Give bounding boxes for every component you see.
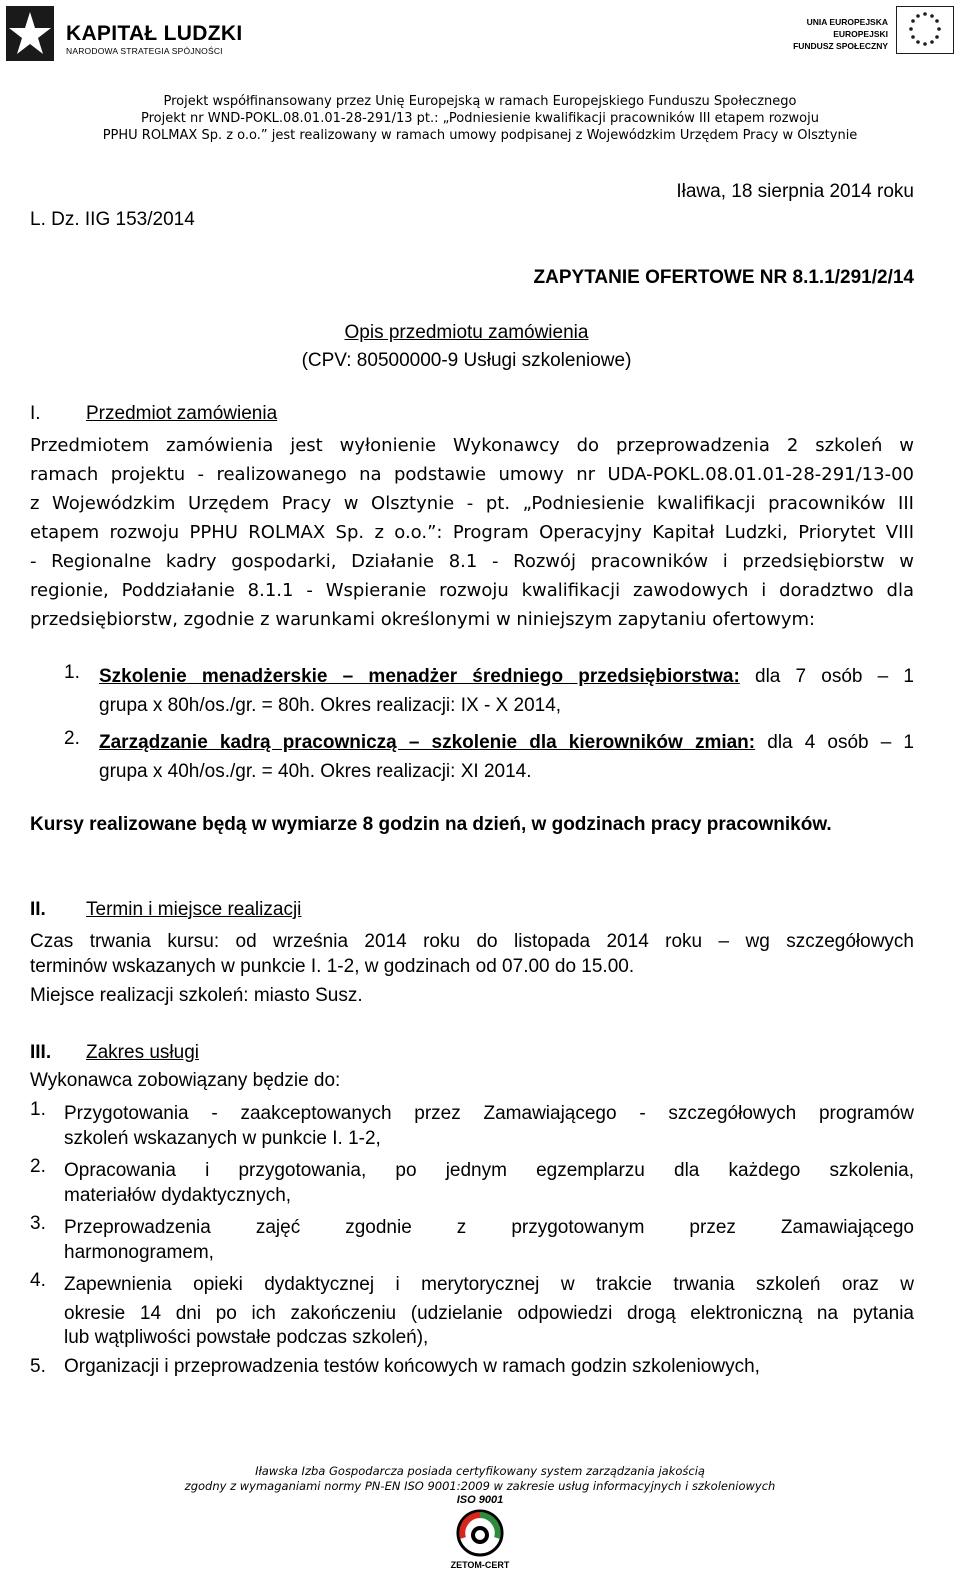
footer-line-1: Iławska Izba Gospodarcza posiada certyfikowany system zarządzania jakością bbox=[255, 1464, 705, 1478]
section-2-heading: Termin i miejsce realizacji bbox=[86, 899, 302, 920]
document-reference: L. Dz. IIG 153/2014 bbox=[30, 209, 195, 230]
section-2-line-2: terminów wskazanych w punkcie I. 1-2, w godzinach od 07.00 do 15.00. bbox=[30, 956, 635, 977]
header-line-1: Projekt współfinansowany przez Unię Europejską w ramach Europejskiego Funduszu Społecznego bbox=[163, 94, 797, 109]
subject-title: Opis przedmiotu zamówienia bbox=[344, 322, 589, 343]
place-date: Iława, 18 sierpnia 2014 roku bbox=[676, 181, 914, 202]
eu-logo-line2: EUROPEJSKI bbox=[833, 29, 888, 39]
scope-item-5-number: 5. bbox=[30, 1356, 46, 1377]
item-2-line-1 bbox=[99, 728, 914, 757]
kapital-ludzki-logo bbox=[6, 6, 256, 61]
cert-body-label: ZETOM-CERT bbox=[450, 1560, 510, 1570]
eu-flag-icon bbox=[896, 6, 954, 54]
logo-left-subtitle: NARODOWA STRATEGIA SPÓJNOŚCI bbox=[66, 46, 223, 56]
section-3-heading: Zakres usługi bbox=[86, 1042, 199, 1063]
scope-item-2-number: 2. bbox=[30, 1156, 46, 1177]
eu-logo-line1: UNIA EUROPEJSKA bbox=[806, 17, 888, 27]
eu-logo-line3: FUNDUSZ SPOŁECZNY bbox=[793, 41, 888, 51]
section-1-line-6: regionie, Poddziałanie 8.1.1 - Wspieranie rozwoju kwalifikacji zawodowych i doradztwo dla bbox=[30, 580, 914, 601]
iso-certificate-logo bbox=[430, 1494, 530, 1574]
scope-item-2-line-1: Opracowania i przygotowania, po jednym egzemplarzu dla każdego szkolenia, bbox=[64, 1160, 914, 1181]
section-1-line-7: przedsiębiorstw, zgodnie z warunkami określonymi w niniejszym zapytaniu ofertowym: bbox=[30, 609, 816, 630]
section-1-line-2: ramach projektu - realizowanego na podstawie umowy nr UDA-POKL.08.01.01-28-291/13-00 bbox=[30, 464, 914, 485]
eu-logo-text bbox=[793, 16, 888, 52]
certificate-mark-icon bbox=[455, 1508, 505, 1558]
item-2-line-2: grupa x 40h/os./gr. = 40h. Okres realizacji: XI 2014. bbox=[99, 761, 532, 782]
cpv-code: (CPV: 80500000-9 Usługi szkoleniowe) bbox=[301, 350, 632, 371]
header-line-3: PPHU ROLMAX Sp. z o.o.” jest realizowany w ramach umowy podpisanej z Wojewódzkim Urzędem Pracy w Olsztynie bbox=[102, 128, 858, 143]
item-2-number: 2. bbox=[64, 728, 80, 749]
section-3-intro: Wykonawca zobowiązany będzie do: bbox=[30, 1070, 341, 1091]
scope-item-4-line-3: lub wątpliwości powstałe podczas szkoleń), bbox=[64, 1327, 429, 1348]
section-1-line-1: Przedmiotem zamówienia jest wyłonienie Wykonawcy do przeprowadzenia 2 szkoleń w bbox=[30, 435, 914, 456]
item-1-line-1 bbox=[99, 662, 914, 691]
footer-line-2: zgodny z wymaganiami normy PN-EN ISO 9001:2009 w zakresie usług informacyjnych i szkoleniowych bbox=[184, 1479, 776, 1493]
star-logo-icon bbox=[6, 6, 54, 61]
scope-item-4-line-1: Zapewnienia opieki dydaktycznej i merytorycznej w trakcie trwania szkoleń oraz w bbox=[64, 1274, 914, 1295]
scope-item-2-line-2: materiałów dydaktycznych, bbox=[64, 1185, 292, 1206]
scope-item-1-line-1: Przygotowania - zaakceptowanych przez Zamawiającego - szczegółowych programów bbox=[64, 1103, 914, 1124]
section-2-line-1: Czas trwania kursu: od września 2014 roku do listopada 2014 roku – wg szczegółowych bbox=[30, 931, 914, 952]
item-2-title: Zarządzanie kadrą pracowniczą – szkolenie dla kierowników zmian: bbox=[99, 732, 756, 753]
section-1-heading: Przedmiot zamówienia bbox=[86, 403, 278, 424]
section-2-number: II. bbox=[30, 899, 46, 920]
scope-item-3-line-1: Przeprowadzenia zajęć zgodnie z przygotowanym przez Zamawiającego bbox=[64, 1217, 914, 1238]
scope-item-1-line-2: szkoleń wskazanych w punkcie I. 1-2, bbox=[64, 1128, 381, 1149]
item-1-details: dla 7 osób – 1 bbox=[739, 666, 914, 687]
inquiry-title: ZAPYTANIE OFERTOWE NR 8.1.1/291/2/14 bbox=[533, 267, 914, 288]
scope-item-4-line-2: okresie 14 dni po ich zakończeniu (udzielanie odpowiedzi drogą elektroniczną na pytania bbox=[64, 1303, 914, 1324]
item-1-number: 1. bbox=[64, 662, 80, 683]
section-1-line-4: etapem rozwoju PPHU ROLMAX Sp. z o.o.”: Program Operacyjny Kapitał Ludzki, Priorytet VIII bbox=[30, 522, 914, 543]
logo-left-title: KAPITAŁ LUDZKI bbox=[66, 22, 243, 45]
courses-note: Kursy realizowane będą w wymiarze 8 godzin na dzień, w godzinach pracy pracowników. bbox=[30, 814, 832, 835]
item-1-title: Szkolenie menadżerskie – menadżer średniego przedsiębiorstwa: bbox=[99, 666, 740, 687]
section-3-number: III. bbox=[30, 1042, 52, 1063]
scope-item-4-number: 4. bbox=[30, 1270, 46, 1291]
item-1-line-2: grupa x 80h/os./gr. = 80h. Okres realizacji: IX - X 2014, bbox=[99, 695, 562, 716]
scope-item-3-number: 3. bbox=[30, 1213, 46, 1234]
header-line-2: Projekt nr WND-POKL.08.01.01-28-291/13 pt.: „Podniesienie kwalifikacji pracowników III etapem rozwoju bbox=[141, 111, 819, 126]
iso-label: ISO 9001 bbox=[456, 1494, 504, 1506]
scope-item-5-line-1: Organizacji i przeprowadzenia testów końcowych w ramach godzin szkoleniowych, bbox=[64, 1356, 760, 1377]
section-1-line-3: z Wojewódzkim Urzędem Pracy w Olsztynie - pt. „Podniesienie kwalifikacji pracowników III bbox=[30, 493, 914, 514]
section-2-line-3: Miejsce realizacji szkoleń: miasto Susz. bbox=[30, 985, 363, 1006]
scope-item-1-number: 1. bbox=[30, 1099, 46, 1120]
item-2-details: dla 4 osób – 1 bbox=[755, 732, 914, 753]
section-1-line-5: - Regionalne kadry gospodarki, Działanie 8.1 - Rozwój pracowników i przedsiębiorstw w bbox=[30, 551, 914, 572]
section-1-number: I. bbox=[30, 403, 41, 424]
scope-item-3-line-2: harmonogramem, bbox=[64, 1242, 214, 1263]
eu-fund-logo bbox=[764, 6, 954, 61]
